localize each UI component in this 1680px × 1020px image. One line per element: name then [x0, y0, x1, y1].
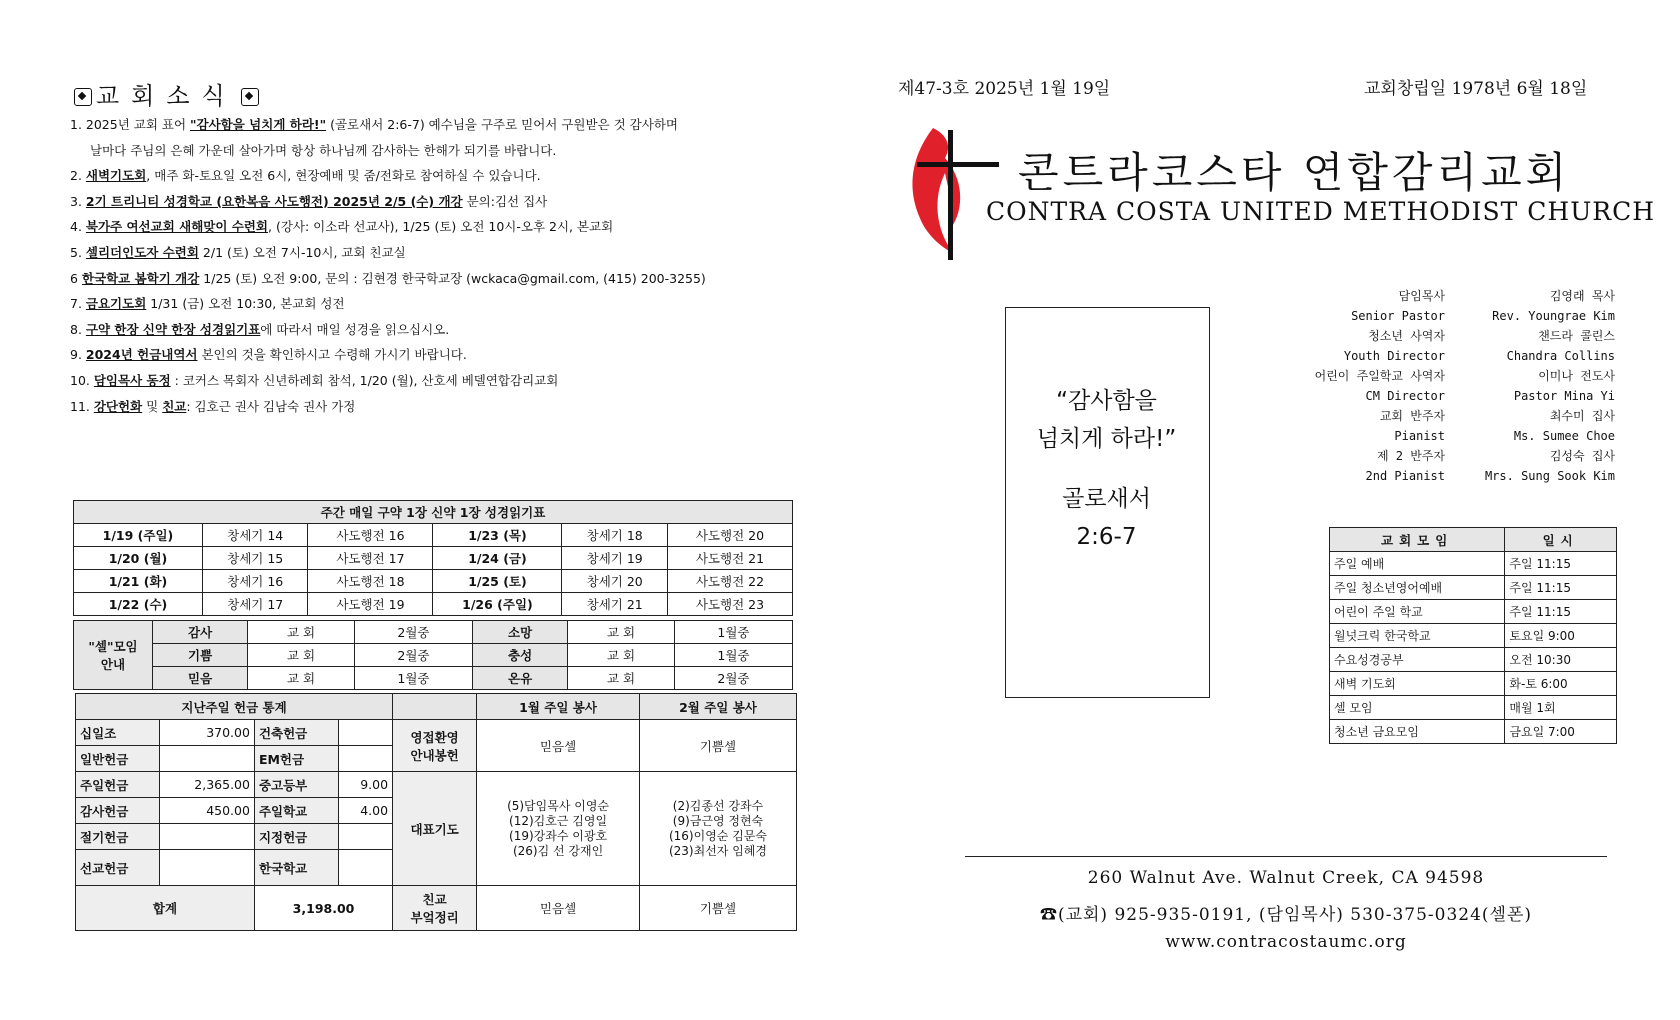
meeting-time: 오전 10:30 — [1505, 648, 1617, 672]
theme-line: “감사함을 — [1056, 388, 1157, 414]
staff-names — [1470, 286, 1615, 486]
cell-group-row — [74, 644, 793, 667]
cell-group-cell: 교 회 — [248, 621, 355, 644]
offering-label: 중고등부 — [254, 772, 338, 798]
staff-roles — [1290, 286, 1445, 486]
news-text: 및 — [142, 398, 163, 414]
welcome-jan: 믿음셀 — [477, 720, 640, 772]
news-text: 1/25 (토) 오전 9:00, 문의 : 김현경 한국학교장 (wckaca@gmail.com, (415) 200-3255) — [199, 270, 706, 286]
issue-date: 제47-3호 2025년 1월 19일 — [898, 79, 1111, 99]
reading-row — [74, 570, 793, 593]
schedule-row — [1330, 696, 1617, 720]
staff-role-en: Pianist — [1394, 429, 1445, 443]
offering-label: 주일헌금 — [76, 772, 160, 798]
cell-group-cell: 1월중 — [354, 667, 472, 690]
bible-reading-table — [73, 500, 793, 616]
cell-group-cell: 교 회 — [248, 667, 355, 690]
offering-label: 한국학교 — [254, 850, 338, 886]
staff-name-ko: 이미나 전도사 — [1538, 369, 1615, 383]
news-text: 6 — [70, 270, 82, 286]
news-highlight: 셀리더인도자 수련회 — [85, 244, 199, 260]
offering-row — [76, 772, 797, 798]
staff-name-ko: 챈드라 콜린스 — [1538, 329, 1615, 343]
reading-cell: 사도행전 20 — [667, 524, 792, 547]
reading-cell: 1/19 (주일) — [74, 524, 203, 547]
meeting-time: 토요일 9:00 — [1505, 624, 1617, 648]
reading-cell: 창세기 20 — [562, 570, 667, 593]
offering-amount: 2,365.00 — [160, 772, 255, 798]
staff-role-en: Youth Director — [1343, 349, 1445, 363]
cell-group-cell: 충성 — [472, 644, 567, 667]
fellowship-feb: 기쁨셀 — [639, 886, 796, 931]
news-item — [70, 317, 810, 343]
meeting-name: 월넛크릭 한국학교 — [1330, 624, 1505, 648]
offering-title: 지난주일 헌금 통계 — [76, 694, 393, 720]
news-text: 4. — [70, 219, 86, 235]
founded-date: 교회창립일 1978년 6월 18일 — [1364, 79, 1588, 99]
offering-amount: 370.00 — [160, 720, 255, 746]
cell-group-cell: 교 회 — [568, 621, 675, 644]
news-item — [70, 189, 810, 215]
schedule-row — [1330, 624, 1617, 648]
news-text: 10. — [70, 372, 94, 388]
total-label: 합계 — [76, 886, 255, 931]
schedule-header: 교회모임 — [1330, 528, 1505, 552]
news-highlight: 2기 트리니티 성경학교 (요한복음 사도행전) 2025년 2/5 (수) 개강 — [85, 193, 463, 209]
news-text: 문의:김선 집사 — [462, 193, 548, 209]
news-text: 에 따라서 매일 성경을 읽으십시오. — [260, 321, 450, 337]
meeting-name: 주일 예배 — [1330, 552, 1505, 576]
news-text: 날마다 주님의 은혜 가운데 살아가며 항상 하나님께 감사하는 한해가 되기를 바랍니다. — [90, 142, 557, 158]
news-text: 7. — [70, 296, 86, 312]
offering-amount — [160, 746, 255, 772]
news-text: : 김호근 권사 김남숙 권사 가정 — [186, 398, 356, 414]
news-item — [70, 368, 810, 394]
cell-group-cell: 믿음 — [153, 667, 248, 690]
cell-group-cell: 온유 — [472, 667, 567, 690]
reading-cell: 창세기 18 — [562, 524, 667, 547]
theme-line: 넘치게 하라!” — [1036, 426, 1177, 452]
reading-cell: 사도행전 19 — [308, 593, 433, 616]
news-text: 3. — [70, 193, 86, 209]
offering-label: 주일학교 — [254, 798, 338, 824]
cell-group-cell: 기쁨 — [153, 644, 248, 667]
divider — [965, 856, 1607, 857]
news-item — [70, 214, 810, 240]
staff-role-ko: 교회 반주자 — [1379, 409, 1445, 423]
diamond-icon — [74, 88, 92, 106]
staff-role-ko: 청소년 사역자 — [1368, 329, 1445, 343]
offering-row — [76, 720, 797, 746]
news-highlight: 친교 — [162, 398, 187, 414]
total-row — [76, 886, 797, 931]
news-item — [70, 163, 810, 189]
news-item — [70, 112, 810, 138]
news-highlight: 북가주 여선교회 새해맞이 수련회 — [85, 219, 269, 235]
cell-group-cell: 2월중 — [674, 667, 792, 690]
news-highlight: 한국학교 봄학기 개강 — [81, 270, 200, 286]
cell-group-cell: 소망 — [472, 621, 567, 644]
offering-amount — [160, 824, 255, 850]
church-name-english: CONTRA COSTA UNITED METHODIST CHURCH — [986, 197, 1656, 226]
reading-row — [74, 524, 793, 547]
offering-amount — [339, 824, 393, 850]
total-amount: 3,198.00 — [254, 886, 392, 931]
news-text: 2/1 (토) 오전 7시-10시, 교회 친교실 — [198, 244, 406, 260]
fellowship-label: 친교 부엌정리 — [393, 886, 477, 931]
church-website[interactable]: www.contracostaumc.org — [1165, 932, 1407, 952]
news-list — [70, 112, 810, 419]
diamond-icon — [241, 88, 259, 106]
meeting-name: 어린이 주일 학교 — [1330, 600, 1505, 624]
schedule-header: 일시 — [1505, 528, 1617, 552]
meeting-time: 매월 1회 — [1505, 696, 1617, 720]
meeting-time: 주일 11:15 — [1505, 552, 1617, 576]
news-item — [70, 394, 810, 420]
offering-label: EM헌금 — [254, 746, 338, 772]
news-title: 교회소식 — [96, 82, 237, 110]
staff-name-ko: 김성숙 집사 — [1549, 449, 1615, 463]
cell-group-cell: 교 회 — [248, 644, 355, 667]
cell-group-cell: 2월중 — [354, 644, 472, 667]
cell-group-row — [74, 621, 793, 644]
cross-flame-logo-icon — [905, 118, 1005, 263]
news-item — [70, 138, 810, 164]
jan-service-header: 1월 주일 봉사 — [477, 694, 640, 720]
staff-role-ko: 제 2 반주자 — [1376, 449, 1445, 463]
reading-row — [74, 593, 793, 616]
cell-group-cell: 감사 — [153, 621, 248, 644]
cell-group-cell: 2월중 — [354, 621, 472, 644]
offering-label: 감사헌금 — [76, 798, 160, 824]
welcome-feb: 기쁨셀 — [639, 720, 796, 772]
offering-label: 건축헌금 — [254, 720, 338, 746]
theme-text — [1005, 382, 1208, 556]
reading-cell: 1/25 (토) — [433, 570, 562, 593]
reading-cell: 창세기 16 — [202, 570, 307, 593]
schedule-row — [1330, 672, 1617, 696]
meeting-name: 셀 모임 — [1330, 696, 1505, 720]
church-name-korean: 콘트라코스타 연합감리교회 — [1018, 148, 1571, 197]
schedule-row — [1330, 648, 1617, 672]
reading-row — [74, 547, 793, 570]
reading-cell: 사도행전 22 — [667, 570, 792, 593]
staff-name-en: Ms. Sumee Choe — [1513, 429, 1615, 443]
meeting-time: 주일 11:15 — [1505, 576, 1617, 600]
church-phone: ☎(교회) 925-935-0191, (담임목사) 530-375-0324(셀폰) — [1039, 905, 1533, 925]
news-item — [70, 291, 810, 317]
fellowship-jan: 믿음셀 — [477, 886, 640, 931]
reading-cell: 사도행전 16 — [308, 524, 433, 547]
staff-role-en: CM Director — [1365, 389, 1445, 403]
staff-name-en: Pastor Mina Yi — [1513, 389, 1615, 403]
meeting-schedule-table — [1329, 527, 1617, 744]
reading-cell: 1/26 (주일) — [433, 593, 562, 616]
cell-group-row — [74, 667, 793, 690]
reading-cell: 사도행전 17 — [308, 547, 433, 570]
welcome-label: 영접환영 안내봉헌 — [393, 720, 477, 772]
offering-amount: 450.00 — [160, 798, 255, 824]
reading-cell: 1/24 (금) — [433, 547, 562, 570]
church-address: 260 Walnut Ave. Walnut Creek, CA 94598 — [1087, 868, 1485, 888]
meeting-name: 주일 청소년영어예배 — [1330, 576, 1505, 600]
news-highlight: 구약 한장 신약 한장 성경읽기표 — [85, 321, 261, 337]
offering-label: 일반헌금 — [76, 746, 160, 772]
news-text: (골로새서 2:6-7) 예수님을 구주로 믿어서 구원받은 것 감사하며 — [326, 117, 678, 132]
news-item — [70, 240, 810, 266]
reading-cell: 1/22 (수) — [74, 593, 203, 616]
staff-name-en: Mrs. Sung Sook Kim — [1484, 469, 1615, 483]
reading-cell: 창세기 21 — [562, 593, 667, 616]
offering-amount — [339, 850, 393, 886]
schedule-row — [1330, 720, 1617, 744]
prayer-feb: (2)김종선 강좌수 (9)금근영 정현숙 (16)이영순 김문숙 (23)최선자 임혜경 — [639, 772, 796, 886]
offering-amount — [339, 720, 393, 746]
meeting-time: 금요일 7:00 — [1505, 720, 1617, 744]
offering-label: 선교헌금 — [76, 850, 160, 886]
offering-amount — [339, 746, 393, 772]
news-text: 9. — [70, 347, 86, 363]
reading-title: 주간 매일 구약 1장 신약 1장 성경읽기표 — [74, 501, 793, 524]
cell-group-label: "셀"모임 안내 — [74, 621, 153, 690]
meeting-name: 새벽 기도회 — [1330, 672, 1505, 696]
news-text: 1. 2025년 교회 표어 — [70, 117, 191, 132]
staff-name-en: Rev. Youngrae Kim — [1492, 309, 1615, 323]
schedule-row — [1330, 600, 1617, 624]
staff-name-ko: 김영래 목사 — [1549, 289, 1615, 303]
offering-label: 십일조 — [76, 720, 160, 746]
news-text: 1/31 (금) 오전 10:30, 본교회 성전 — [146, 296, 345, 312]
meeting-time: 화-토 6:00 — [1505, 672, 1617, 696]
staff-name-ko: 최수미 집사 — [1549, 409, 1615, 423]
news-highlight: 새벽기도회 — [85, 168, 147, 184]
news-item — [70, 342, 810, 368]
news-text: 본인의 것을 확인하시고 수령해 가시기 바랍니다. — [197, 347, 467, 363]
news-highlight: 금요기도회 — [85, 296, 147, 312]
cell-group-cell: 1월중 — [674, 644, 792, 667]
news-text: : 코커스 목회자 신년하례회 참석, 1/20 (월), 산호세 베델연합감리교회 — [170, 372, 559, 388]
meeting-name: 청소년 금요모임 — [1330, 720, 1505, 744]
cell-group-cell: 1월중 — [674, 621, 792, 644]
reading-cell: 창세기 14 — [202, 524, 307, 547]
reading-cell: 사도행전 21 — [667, 547, 792, 570]
news-text: , 매주 화-토요일 오전 6시, 현장예배 및 줌/전화로 참여하실 수 있습니다. — [146, 168, 541, 184]
staff-role-en: 2nd Pianist — [1365, 469, 1445, 483]
reading-cell: 사도행전 23 — [667, 593, 792, 616]
news-heading — [70, 76, 263, 111]
offering-amount: 9.00 — [339, 772, 393, 798]
staff-name-en: Chandra Collins — [1506, 349, 1615, 363]
cell-group-cell: 교 회 — [568, 644, 675, 667]
reading-cell: 1/23 (목) — [433, 524, 562, 547]
schedule-row — [1330, 552, 1617, 576]
schedule-row — [1330, 576, 1617, 600]
news-text: 5. — [70, 244, 86, 260]
news-highlight: 강단헌화 — [93, 398, 143, 414]
meeting-name: 수요성경공부 — [1330, 648, 1505, 672]
offering-amount — [160, 850, 255, 886]
news-highlight: 2024년 헌금내역서 — [85, 347, 198, 363]
meeting-time: 주일 11:15 — [1505, 600, 1617, 624]
staff-role-ko: 담임목사 — [1398, 289, 1445, 303]
news-highlight: "감사함을 넘치게 하라!" — [190, 117, 327, 132]
offering-table — [75, 693, 797, 931]
reading-cell: 1/20 (월) — [74, 547, 203, 570]
reading-cell: 창세기 19 — [562, 547, 667, 570]
staff-role-en: Senior Pastor — [1351, 309, 1445, 323]
cell-group-cell: 교 회 — [568, 667, 675, 690]
news-highlight: 담임목사 동정 — [93, 372, 171, 388]
cell-group-table — [73, 620, 793, 690]
offering-amount: 4.00 — [339, 798, 393, 824]
feb-service-header: 2월 주일 봉사 — [639, 694, 796, 720]
reading-cell: 창세기 15 — [202, 547, 307, 570]
offering-label: 절기헌금 — [76, 824, 160, 850]
news-text: 11. — [70, 398, 94, 414]
offering-header-row — [76, 694, 797, 720]
reading-cell: 사도행전 18 — [308, 570, 433, 593]
offering-label: 지정헌금 — [254, 824, 338, 850]
news-text: 2. — [70, 168, 86, 184]
blank-header — [393, 694, 477, 720]
theme-line: 골로새서 — [1062, 486, 1151, 512]
reading-cell: 창세기 17 — [202, 593, 307, 616]
news-text: , (강사: 이소라 선교사), 1/25 (토) 오전 10시-오후 2시, 본교회 — [268, 219, 614, 235]
prayer-label: 대표기도 — [393, 772, 477, 886]
prayer-jan: (5)담임목사 이영순 (12)김호근 김영일 (19)강좌수 이광호 (26)김 선 강재인 — [477, 772, 640, 886]
reading-cell: 1/21 (화) — [74, 570, 203, 593]
staff-role-ko: 어린이 주일학교 사역자 — [1314, 369, 1445, 383]
theme-line: 2:6-7 — [1076, 524, 1137, 550]
news-text: 8. — [70, 321, 86, 337]
news-item — [70, 266, 810, 292]
